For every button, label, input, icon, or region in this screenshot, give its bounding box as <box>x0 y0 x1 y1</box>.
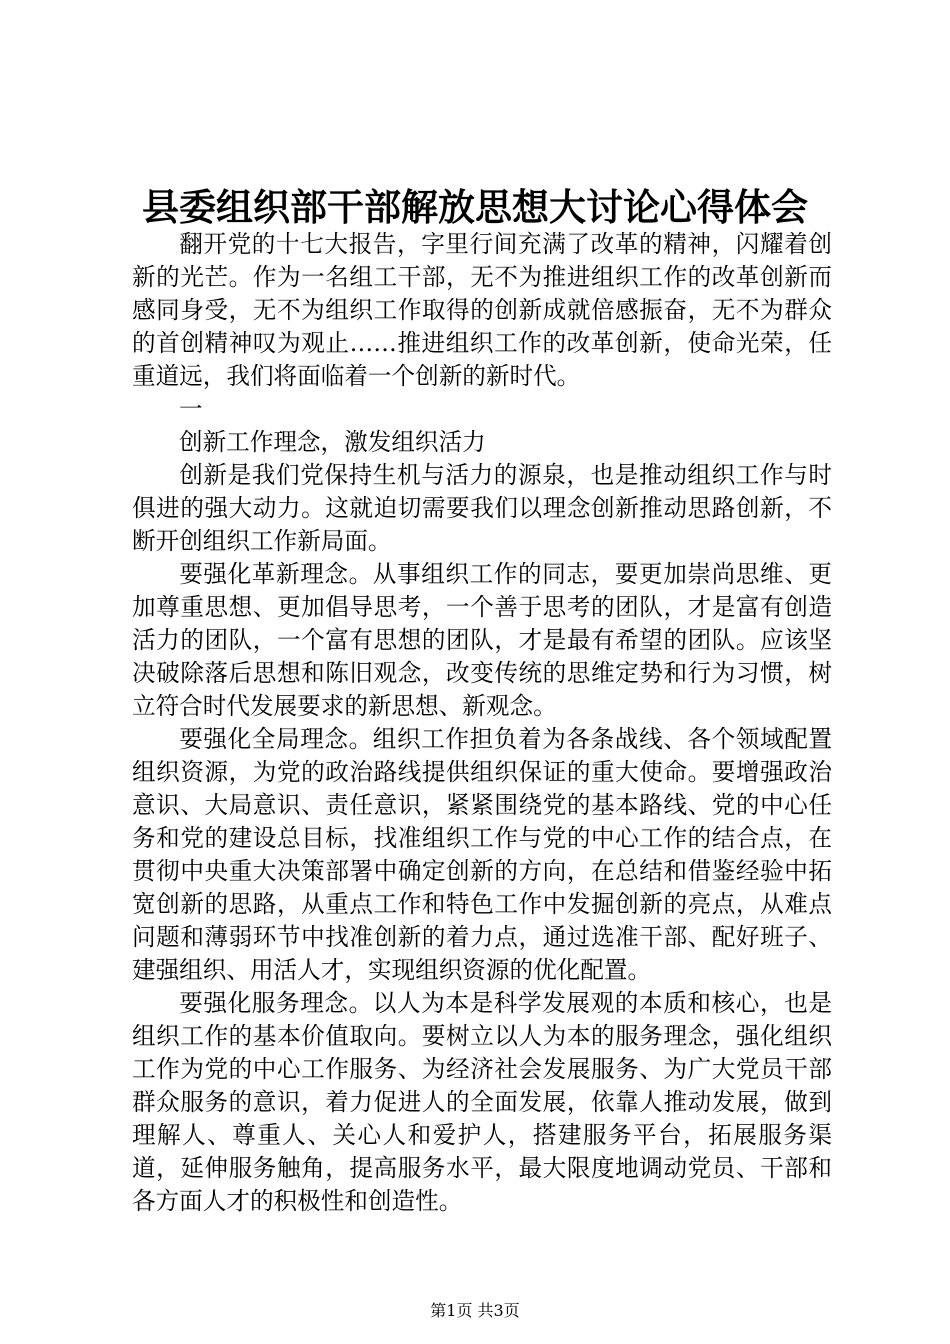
body-paragraph: 要强化服务理念。以人为本是科学发展观的本质和核心，也是组织工作的基本价值取向。要树立以人为本的服务理念，强化组织工作为党的中心工作服务、为经济社会发展服务、为广大党员干部群众服务的意识，着力促进人的全面发展，依靠人推动发展，做到理解人、尊重人、关心人和爱护人，搭建服务平台，拓展服务渠道，延伸服务触角，提高服务水平，最大限度地调动党员、干部和各方面人才的积极性和创造性。 <box>132 989 832 1215</box>
section-heading: 创新工作理念，激发组织活力 <box>179 428 486 456</box>
document-body <box>132 228 832 1218</box>
body-paragraph: 创新是我们党保持生机与活力的源泉，也是推动组织工作与时俱进的强大动力。这就迫切需要我们以理念创新推动思路创新，不断开创组织工作新局面。 <box>132 461 832 555</box>
document-title: 县委组织部干部解放思想大讨论心得体会 <box>142 185 808 229</box>
section-number: 一 <box>179 395 203 423</box>
body-paragraph: 要强化革新理念。从事组织工作的同志，要更加崇尚思维、更加尊重思想、更加倡导思考，一个善于思考的团队，才是富有创造活力的团队，一个富有思想的团队，才是最有希望的团队。应该坚决破除落后思想和陈旧观念，改变传统的思维定势和行为习惯，树立符合时代发展要求的新思想、新观念。 <box>132 560 832 720</box>
page-number-footer: 第1页 共3页 <box>430 1301 520 1320</box>
intro-paragraph: 翻开党的十七大报告，字里行间充满了改革的精神，闪耀着创新的光芒。作为一名组工干部，无不为推进组织工作的改革创新而感同身受，无不为组织工作取得的创新成就倍感振奋，无不为群众的首创精神叹为观止……推进组织工作的改革创新，使命光荣，任重道远，我们将面临着一个创新的新时代。 <box>132 230 832 390</box>
body-paragraph: 要强化全局理念。组织工作担负着为各条战线、各个领域配置组织资源，为党的政治路线提供组织保证的重大使命。要增强政治意识、大局意识、责任意识，紧紧围绕党的基本路线、党的中心任务和党的建设总目标，找准组织工作与党的中心工作的结合点，在贯彻中央重大决策部署中确定创新的方向，在总结和借鉴经验中拓宽创新的思路，从重点工作和特色工作中发掘创新的亮点，从难点问题和薄弱环节中找准创新的着力点，通过选准干部、配好班子、建强组织、用活人才，实现组织资源的优化配置。 <box>132 725 832 984</box>
